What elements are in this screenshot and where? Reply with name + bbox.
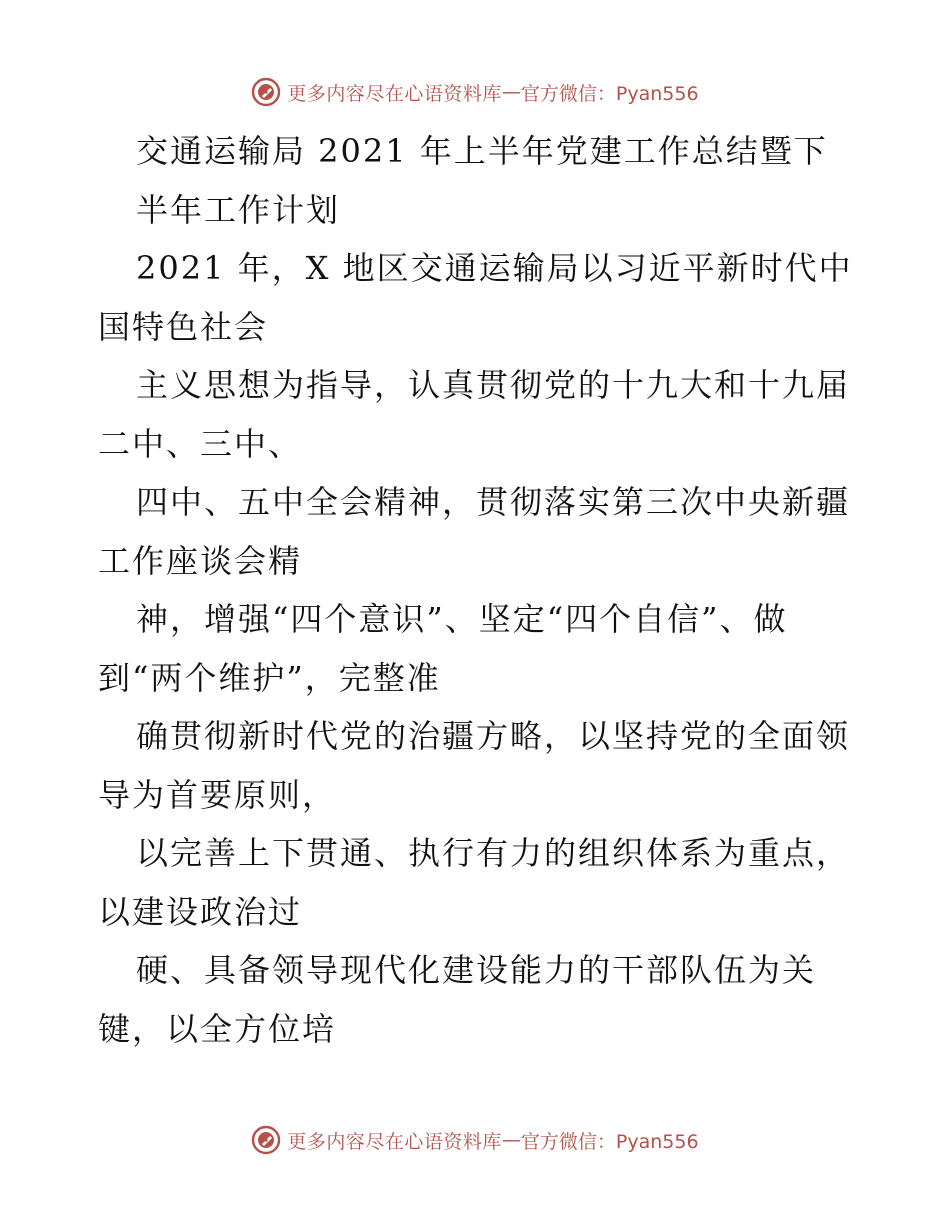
text-line: 二中、三中、 bbox=[98, 424, 303, 463]
text-line: 半年工作计划 bbox=[136, 190, 341, 229]
text-line: 交通运输局 2021 年上半年党建工作总结暨下 bbox=[136, 132, 828, 170]
banner-separator: — bbox=[501, 81, 521, 103]
text-line: 四中、五中全会精神，贯彻落实第三次中央新疆 bbox=[136, 483, 851, 521]
text-line: 主义思想为指导，认真贯彻党的十九大和十九届 bbox=[136, 366, 851, 404]
pen-nib-circle-icon bbox=[251, 1125, 281, 1155]
text-line: 2021 年，X 地区交通运输局以习近平新时代中 bbox=[136, 249, 853, 287]
banner-wechat: 官方微信：Pyan556 bbox=[520, 82, 699, 105]
text-line: 以完善上下贯通、执行有力的组织体系为重点， bbox=[136, 834, 851, 872]
text-line: 确贯彻新时代党的治疆方略，以坚持党的全面领 bbox=[136, 717, 851, 755]
text-line: 以建设政治过 bbox=[98, 892, 303, 931]
text-line: 硬、具备领导现代化建设能力的干部队伍为关 bbox=[136, 951, 817, 989]
document-body bbox=[98, 122, 858, 1058]
text-line: 导为首要原则， bbox=[98, 775, 337, 814]
text-line: 到“两个维护”，完整准 bbox=[98, 658, 441, 697]
pen-nib-circle-icon bbox=[251, 77, 281, 107]
banner-text: 更多内容尽在心语资料库 bbox=[287, 1130, 502, 1153]
header-banner bbox=[0, 72, 950, 112]
text-line: 工作座谈会精 bbox=[98, 541, 303, 580]
text-line: 神，增强“四个意识”、坚定“四个自信”、做 bbox=[136, 600, 788, 638]
text-line: 键，以全方位培 bbox=[98, 1009, 337, 1048]
footer-banner bbox=[0, 1120, 950, 1160]
banner-wechat: 官方微信：Pyan556 bbox=[520, 1130, 699, 1153]
banner-separator: — bbox=[501, 1129, 521, 1151]
text-line: 国特色社会 bbox=[98, 307, 269, 346]
banner-text: 更多内容尽在心语资料库 bbox=[287, 82, 502, 105]
